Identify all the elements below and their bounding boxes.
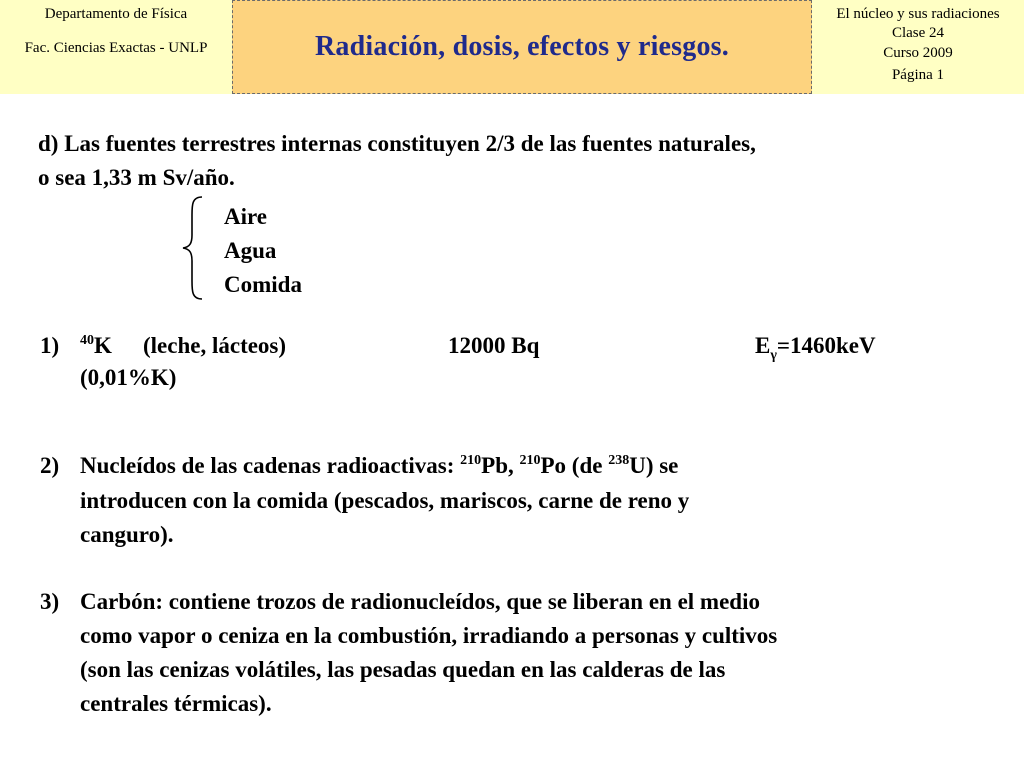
pb-mass-number: 210 bbox=[460, 453, 482, 468]
item-3-number: 3) bbox=[40, 589, 60, 614]
item-3-line-2: como vapor o ceniza en la combustión, irradiando a personas y cultivos bbox=[80, 623, 778, 648]
source-item-food: Comida bbox=[224, 272, 302, 297]
header-right-box bbox=[812, 0, 1024, 94]
item-3-line-1: Carbón: contiene trozos de radionucleídos, que se liberan en el medio bbox=[80, 589, 760, 614]
source-item-water: Agua bbox=[224, 238, 277, 263]
pb-symbol: Pb, bbox=[481, 453, 520, 478]
item-1-description: (leche, lácteos) bbox=[143, 333, 287, 358]
isotope-symbol: K bbox=[94, 333, 112, 358]
page-number-label: Página 1 bbox=[891, 67, 945, 83]
left-curly-brace-icon bbox=[180, 195, 206, 301]
item-3-line-3: (son las cenizas volátiles, las pesadas quedan en las calderas de las bbox=[80, 657, 726, 682]
item-1-abundance: (0,01%K) bbox=[80, 365, 177, 390]
source-item-air: Aire bbox=[224, 204, 268, 229]
energy-value: =1460keV bbox=[776, 333, 876, 358]
item-1-activity: 12000 Bq bbox=[448, 333, 540, 358]
u-symbol: U) se bbox=[629, 453, 679, 478]
u-mass-number: 238 bbox=[608, 453, 630, 468]
slide-title: Radiación, dosis, efectos y riesgos. bbox=[315, 31, 729, 62]
class-number-label: Clase 24 bbox=[891, 25, 945, 41]
intro-line-1: d) Las fuentes terrestres internas constituyen 2/3 de las fuentes naturales, bbox=[38, 131, 756, 156]
po-symbol: Po (de bbox=[540, 453, 609, 478]
item-2-number: 2) bbox=[40, 453, 60, 478]
header-title-box bbox=[232, 0, 812, 94]
course-year-label: Curso 2009 bbox=[883, 45, 953, 61]
item-2-line-3: canguro). bbox=[80, 522, 174, 547]
isotope-mass-number: 40 bbox=[80, 333, 94, 348]
po-mass-number: 210 bbox=[519, 453, 541, 468]
item-3-line-4: centrales térmicas). bbox=[80, 691, 272, 716]
intro-line-2: o sea 1,33 m Sv/año. bbox=[38, 165, 235, 190]
item-2-line-1 bbox=[80, 452, 678, 484]
faculty-label: Fac. Ciencias Exactas - UNLP bbox=[24, 40, 208, 56]
department-label: Departamento de Física bbox=[44, 6, 188, 22]
item-1-gamma-energy bbox=[755, 332, 876, 364]
energy-symbol: E bbox=[755, 333, 771, 358]
gamma-subscript: γ bbox=[770, 348, 777, 363]
item-1-number: 1) bbox=[40, 333, 60, 358]
course-name-label: El núcleo y sus radiaciones bbox=[836, 6, 1000, 22]
item-1-isotope bbox=[80, 332, 112, 364]
item-2-line-2: introducen con la comida (pescados, mariscos, carne de reno y bbox=[80, 488, 690, 513]
item-2-text: Nucleídos de las cadenas radioactivas: bbox=[80, 453, 461, 478]
slide-header bbox=[0, 0, 1024, 94]
header-left-box bbox=[0, 0, 232, 94]
